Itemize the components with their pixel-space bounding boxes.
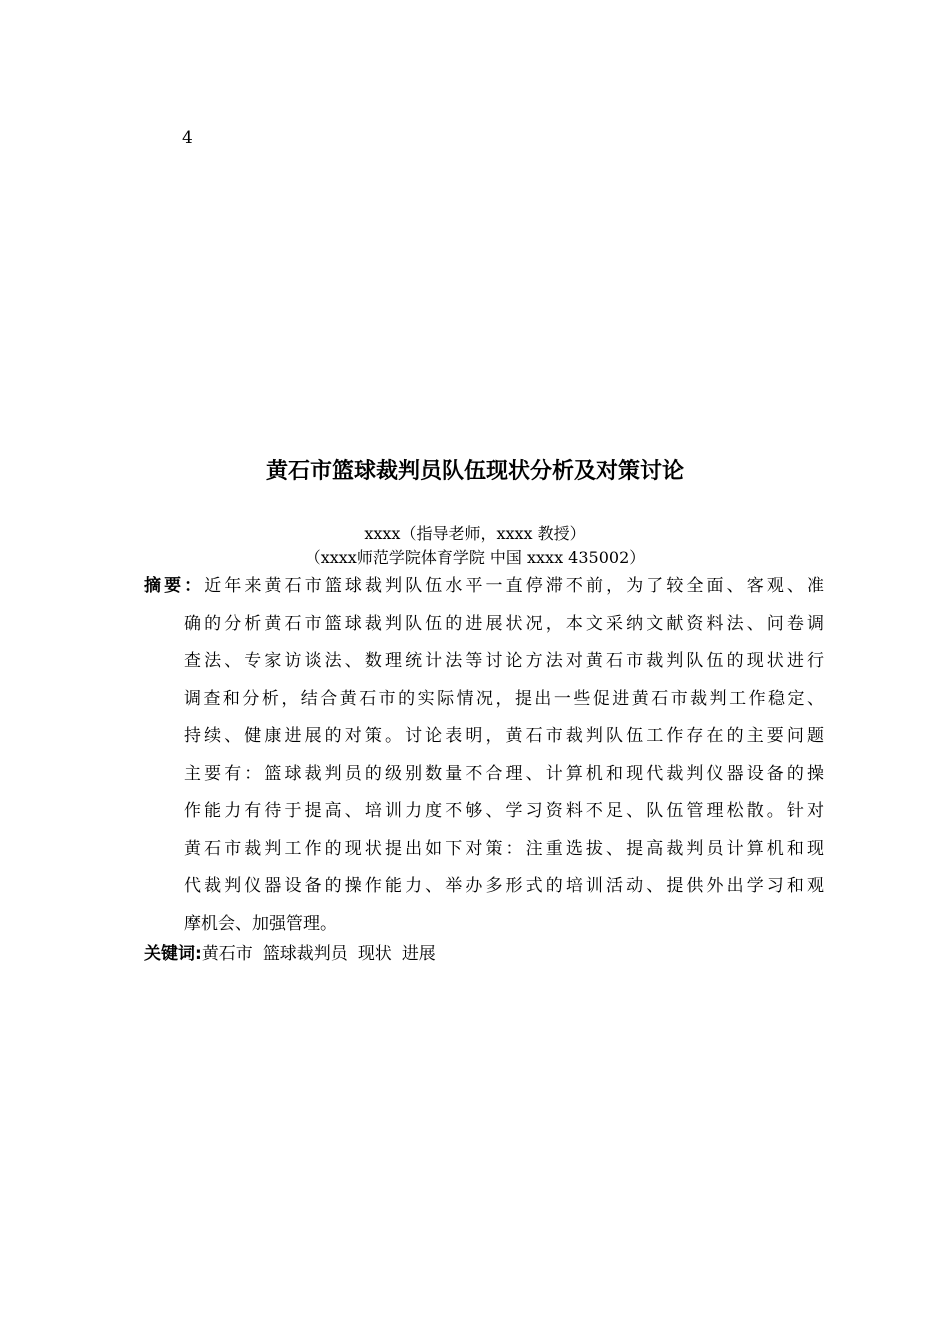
keyword: 进展 <box>401 944 436 964</box>
keywords-label: 关键词: <box>144 944 202 964</box>
abstract-line: 查法、专家访谈法、数理统计法等讨论方法对黄石市裁判队伍的现状进行 <box>184 651 824 671</box>
paper-title: 黄石市篮球裁判员队伍现状分析及对策讨论 <box>265 459 684 484</box>
affiliation-line: （xxxx师范学院体育学院 中国 xxxx 435002） <box>304 548 646 567</box>
abstract-line: 作能力有待于提高、培训力度不够、学习资料不足、队伍管理松散。针对 <box>184 801 824 821</box>
abstract-line <box>144 568 824 606</box>
abstract-line: 摩机会、加强管理。 <box>184 913 337 934</box>
abstract-line: 黄石市裁判工作的现状提出如下对策：注重选拔、提高裁判员计算机和现 <box>184 838 824 859</box>
abstract-line: 主要有：篮球裁判员的级别数量不合理、计算机和现代裁判仪器设备的操 <box>184 763 824 784</box>
abstract-label: 摘要： <box>144 576 205 596</box>
abstract-line: 代裁判仪器设备的操作能力、举办多形式的培训活动、提供外出学习和观 <box>184 876 824 896</box>
abstract-block <box>144 568 824 943</box>
abstract-text: 近年来黄石市篮球裁判队伍水平一直停滞不前，为了较全面、客观、准 <box>204 576 825 596</box>
abstract-line: 调查和分析，结合黄石市的实际情况，提出一些促进黄石市裁判工作稳定、 <box>184 688 824 709</box>
page-number: 4 <box>182 128 193 148</box>
abstract-line: 确的分析黄石市篮球裁判队伍的进展状况，本文采纳文献资料法、问卷调 <box>184 613 824 634</box>
abstract-line: 持续、健康进展的对策。讨论表明，黄石市裁判队伍工作存在的主要问题 <box>184 726 824 746</box>
keywords-line <box>144 940 446 968</box>
keyword: 现状 <box>357 944 392 964</box>
keyword: 黄石市 <box>201 944 253 964</box>
author-line: xxxx（指导老师，xxxx 教授） <box>364 524 586 543</box>
keyword: 篮球裁判员 <box>262 944 348 964</box>
